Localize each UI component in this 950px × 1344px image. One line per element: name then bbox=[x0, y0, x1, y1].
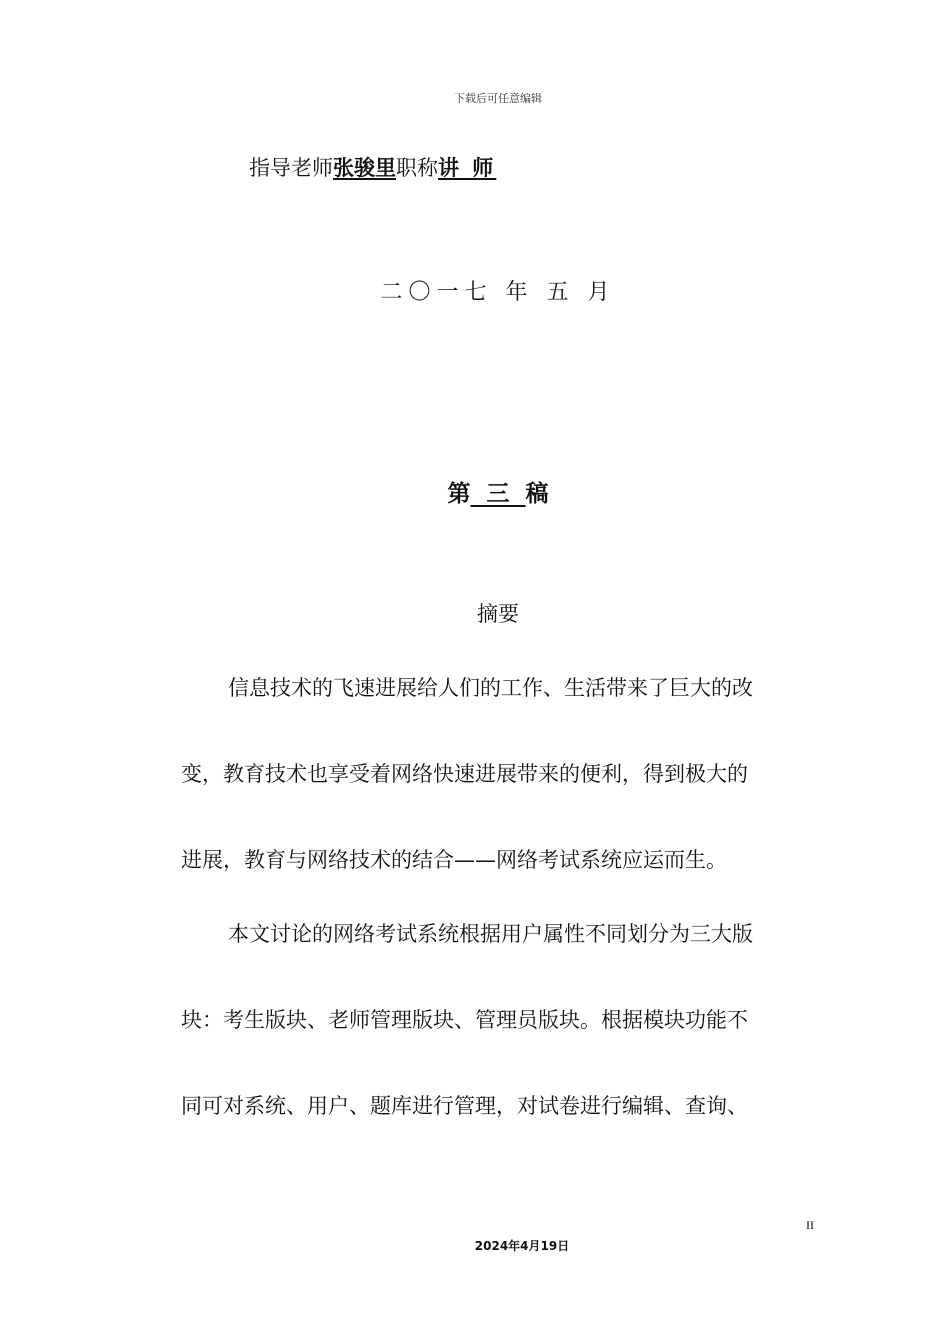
abstract-line: 进展，教育与网络技术的结合——网络考试系统应运而生。 bbox=[181, 848, 727, 872]
abstract-line: 同可对系统、用户、题库进行管理，对试卷进行编辑、查询、 bbox=[181, 1094, 748, 1118]
advisor-label: 指导老师 bbox=[249, 156, 333, 180]
abstract-heading: 摘要 bbox=[477, 602, 519, 626]
advisor-name: 张骏里 bbox=[333, 156, 396, 180]
title-value: 讲 师 bbox=[438, 156, 497, 180]
abstract-line: 块：考生版块、老师管理版块、管理员版块。根据模块功能不 bbox=[181, 1008, 748, 1032]
draft-prefix: 第 bbox=[447, 481, 471, 507]
abstract-line: 信息技术的飞速进展给人们的工作、生活带来了巨大的改 bbox=[228, 676, 753, 700]
draft-number: 三 bbox=[486, 481, 510, 507]
abstract-line: 本文讨论的网络考试系统根据用户属性不同划分为三大版 bbox=[228, 922, 753, 946]
footer-date: 2024年4月19日 bbox=[474, 1239, 570, 1253]
advisor-line bbox=[249, 152, 496, 182]
draft-version bbox=[0, 475, 950, 508]
page-number: II bbox=[806, 1218, 814, 1232]
header-note: 下载后可任意编辑 bbox=[454, 92, 542, 105]
abstract-line: 变，教育技术也享受着网络快速进展带来的便利，得到极大的 bbox=[181, 762, 748, 786]
draft-suffix: 稿 bbox=[525, 481, 549, 507]
cover-date: 二〇一七 年 五 月 bbox=[380, 280, 616, 305]
title-label: 职称 bbox=[396, 156, 438, 180]
